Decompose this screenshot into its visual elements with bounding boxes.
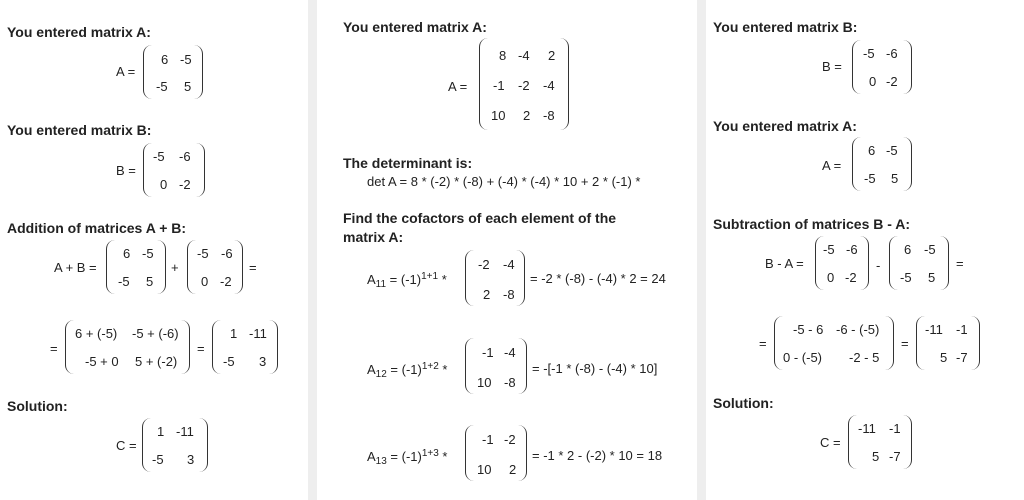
heading-addition: Addition of matrices A + B: [7,220,187,236]
heading-cofactors-line2: matrix A: [343,229,404,245]
matrix-a-3x3 [479,38,569,130]
matrix-cell: -6 [846,242,858,257]
addition-matrix-a [106,240,166,294]
equals-sign: = [197,341,205,356]
matrix-cell: 6 [123,246,131,261]
matrix-cell: -11 [249,326,267,341]
cofactor-multiply: * [438,272,447,287]
cofactor-a11-result: = -2 * (-8) - (-4) * 2 = 24 [530,271,666,286]
heading-cofactors-line1: Find the cofactors of each element of the [343,210,617,226]
matrix-cell: 5 [928,270,936,285]
matrix-cell: 1 [157,424,165,439]
matrix-cell: -1 [889,421,901,436]
matrix-cell: -11 [925,322,943,337]
matrix-cell: -5 + 0 [85,354,119,369]
matrix-cell: -4 [543,78,555,93]
matrix-cell: 5 [891,171,899,186]
matrix-cell: 6 [904,242,912,257]
matrix-cell: -8 [504,375,516,390]
matrix-cell: -7 [889,449,901,464]
matrix-b [143,143,205,197]
matrix-cell: -4 [518,48,530,63]
cofactor-exponent: 1+1 [421,271,439,282]
cofactor-a11-minor [465,250,525,306]
panel-subtraction [706,0,1024,500]
cofactor-subscript: 12 [375,369,387,380]
heading-matrix-a: You entered matrix A: [343,19,487,35]
matrix-a [852,137,912,191]
panel-determinant [317,0,697,500]
panel-addition [0,0,308,500]
matrix-cell: -5 [142,246,154,261]
equals-sign: = [901,336,909,351]
cofactor-base: = (-1) [386,449,422,464]
label-b: B = [822,59,842,74]
subtraction-result-matrix [916,316,980,370]
addition-result-matrix [212,320,278,374]
matrix-cell: 2 [483,287,491,302]
matrix-cell: -11 [858,421,876,436]
cofactor-multiply: * [438,362,448,377]
cofactor-a12-expression [367,361,447,380]
label-c: C = [116,438,137,453]
matrix-cell: -5 [118,274,130,289]
matrix-cell: -2 - 5 [849,350,880,365]
matrix-cell: -4 [503,257,515,272]
matrix-cell: -5 [180,52,192,67]
matrix-cell: 0 [201,274,209,289]
subtraction-step-matrix [774,316,894,370]
equals-sign: = [956,256,964,271]
heading-solution: Solution: [713,395,774,411]
matrix-cell: 3 [187,452,195,467]
matrix-cell: -1 [482,432,494,447]
matrix-cell: -2 [478,257,490,272]
cofactor-a13-expression [367,448,447,467]
addition-matrix-b [187,240,243,294]
label-a-plus-b: A + B = [54,260,97,275]
matrix-cell: -6 [179,149,191,164]
matrix-cell: 6 + (-5) [75,326,118,341]
equals-sign: = [249,260,257,275]
matrix-cell: -2 [518,78,530,93]
cofactor-subscript: 13 [375,456,387,467]
solution-matrix-c [848,415,912,469]
label-a: A = [448,79,468,94]
subtraction-matrix-a [889,236,949,290]
matrix-cell: -6 [221,246,233,261]
matrix-cell: 5 [872,449,880,464]
matrix-cell: -2 [220,274,232,289]
matrix-cell: -5 [863,46,875,61]
addition-step-matrix [65,320,190,374]
matrix-cell: 10 [477,375,492,390]
matrix-cell: 5 [184,79,192,94]
heading-matrix-b: You entered matrix B: [7,122,152,138]
matrix-cell: -5 [886,143,898,158]
matrix-cell: 0 - (-5) [783,350,822,365]
cofactor-a12-result: = -[-1 * (-8) - (-4) * 10] [532,361,658,376]
matrix-cell: -5 [864,171,876,186]
matrix-cell: -6 [886,46,898,61]
matrix-cell: -7 [956,350,968,365]
cofactor-exponent: 1+2 [421,361,439,372]
solution-matrix-c [142,418,208,472]
matrix-cell: 5 + (-2) [135,354,178,369]
cofactor-base: = (-1) [386,362,422,377]
matrix-cell: -5 [900,270,912,285]
matrix-cell: -5 [223,354,235,369]
cofactor-multiply: * [438,449,448,464]
equals-sign: = [50,341,58,356]
matrix-cell: -1 [482,345,494,360]
cofactor-a13-minor [465,425,527,481]
matrix-cell: 10 [477,462,492,477]
label-b: B = [116,163,136,178]
matrix-cell: -4 [504,345,516,360]
cofactor-symbol: A [367,449,376,464]
matrix-cell: -1 [493,78,505,93]
matrix-cell: 3 [259,354,267,369]
cofactor-symbol: A [367,362,376,377]
heading-matrix-b: You entered matrix B: [713,19,858,35]
matrix-cell: 5 [146,274,154,289]
matrix-cell: -8 [543,108,555,123]
matrix-cell: -2 [845,270,857,285]
equals-sign: = [759,336,767,351]
heading-matrix-a: You entered matrix A: [713,118,857,134]
heading-subtraction: Subtraction of matrices B - A: [713,216,911,232]
matrix-cell: 5 [940,350,948,365]
matrix-cell: -6 - (-5) [836,322,880,337]
matrix-cell: 2 [509,462,517,477]
cofactor-exponent: 1+3 [421,448,439,459]
subtraction-matrix-b [815,236,869,290]
matrix-cell: 1 [230,326,238,341]
matrix-cell: -5 + (-6) [132,326,179,341]
matrix-cell: 0 [869,74,877,89]
cofactor-symbol: A [367,272,376,287]
matrix-cell: -5 [823,242,835,257]
matrix-cell: -5 [153,149,165,164]
matrix-cell: -5 [924,242,936,257]
cofactor-a13-result: = -1 * 2 - (-2) * 10 = 18 [532,448,663,463]
cofactor-a11-expression [367,271,447,290]
matrix-cell: -2 [886,74,898,89]
matrix-cell: -5 [156,79,168,94]
cofactor-base: = (-1) [386,272,422,287]
label-a: A = [116,64,136,79]
matrix-cell: -11 [176,424,194,439]
matrix-cell: -2 [179,177,191,192]
matrix-cell: 2 [523,108,531,123]
matrix-cell: -2 [504,432,516,447]
matrix-cell: 6 [868,143,876,158]
matrix-cell: -5 - 6 [793,322,824,337]
matrix-cell: 6 [161,52,169,67]
label-a: A = [822,158,842,173]
determinant-formula: det A = 8 * (-2) * (-8) + (-4) * (-4) * 10 + 2 * (-1) * [367,174,641,189]
heading-matrix-a: You entered matrix A: [7,24,151,40]
matrix-cell: 0 [827,270,835,285]
matrix-cell: 2 [548,48,556,63]
cofactor-subscript: 11 [375,279,387,290]
matrix-cell: 10 [491,108,506,123]
matrix-b [852,40,912,94]
cofactor-a12-minor [465,338,527,394]
matrix-cell: -1 [956,322,968,337]
matrix-a [143,45,203,99]
matrix-cell: -5 [197,246,209,261]
label-c: C = [820,435,841,450]
plus-sign: + [171,260,179,275]
matrix-cell: -8 [503,287,515,302]
heading-determinant: The determinant is: [343,155,473,171]
matrix-cell: 0 [160,177,168,192]
matrix-cell: -5 [152,452,164,467]
label-b-minus-a: B - A = [765,256,804,271]
minus-sign: - [876,258,881,273]
matrix-cell: 8 [499,48,507,63]
heading-solution: Solution: [7,398,68,414]
